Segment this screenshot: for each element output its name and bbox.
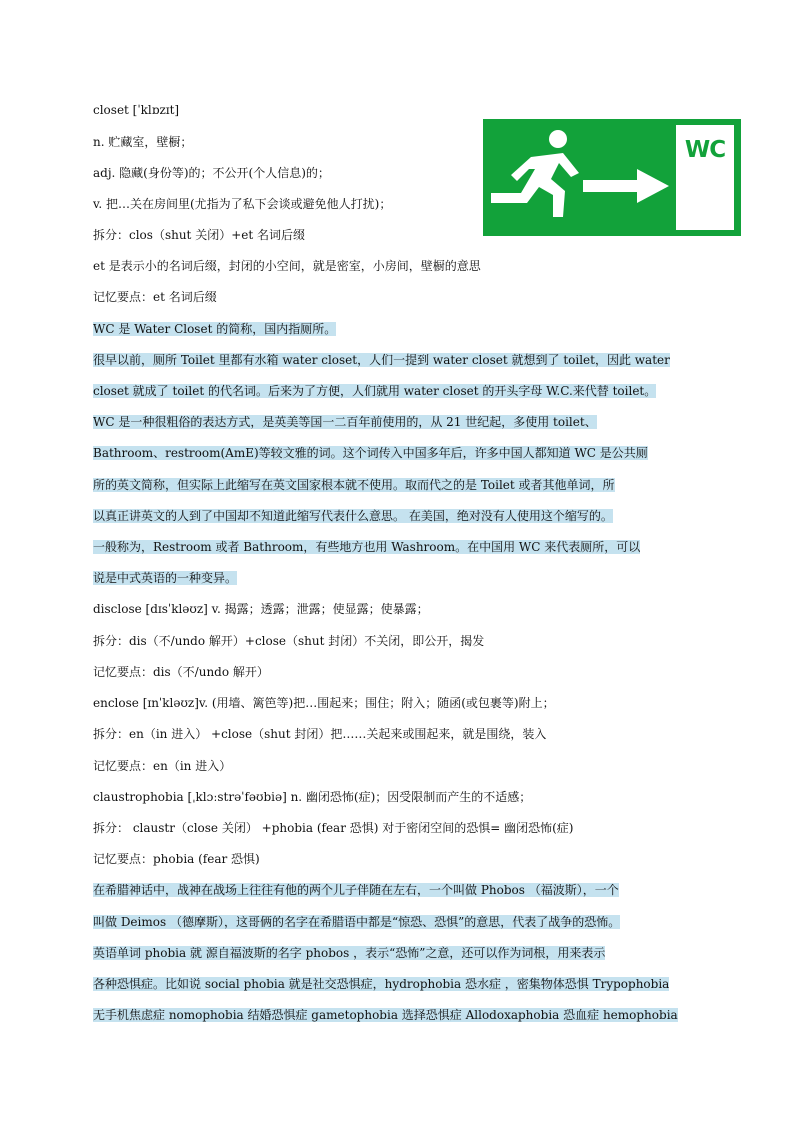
line-text: v. 把…关在房间里(尤指为了私下会谈或避免他人打扰)； bbox=[93, 197, 392, 211]
text-line-highlighted bbox=[93, 1006, 678, 1024]
wc-sign bbox=[483, 119, 741, 236]
line-text: 英语单词 phobia 就 源自福波斯的名字 phobos ，表示“恐怖”之意，还可以作为词根，用来表示 bbox=[93, 946, 606, 960]
text-line bbox=[93, 694, 555, 712]
line-text: 拆分：en（in 进入） +close（shut 封闭）把……关起来或围起来，就是围绕，装入 bbox=[93, 727, 547, 741]
text-line-highlighted bbox=[93, 538, 640, 556]
line-text: 很早以前，厕所 Toilet 里都有水箱 water closet，人们一提到 water closet 就想到了 toilet，因此 water bbox=[93, 353, 670, 367]
line-text: enclose [ɪnˈkləʊz]v. (用墙、篱笆等)把…围起来；围住；附入；随函(或包裹等)附上； bbox=[93, 696, 555, 710]
line-text: 记忆要点：dis（不/undo 解开） bbox=[93, 665, 269, 679]
text-line bbox=[93, 788, 531, 806]
text-line-highlighted bbox=[93, 881, 619, 899]
line-text: 无手机焦虑症 nomophobia 结婚恐惧症 gametophobia 选择恐惧症 Allodoxaphobia 恐血症 hemophobia bbox=[93, 1008, 678, 1022]
line-text: 所的英文简称，但实际上此缩写在英文国家根本就不使用。取而代之的是 Toilet 或者其他单词，所 bbox=[93, 478, 615, 492]
line-text: 拆分：clos（shut 关闭）+et 名词后缀 bbox=[93, 228, 305, 242]
text-line-highlighted bbox=[93, 913, 620, 931]
line-text: 拆分： claustr（close 关闭） +phobia (fear 恐惧) 对于密闭空间的恐惧= 幽闭恐怖(症) bbox=[93, 821, 574, 835]
line-text: 记忆要点：phobia (fear 恐惧) bbox=[93, 852, 260, 866]
text-line bbox=[93, 850, 260, 868]
text-line-highlighted bbox=[93, 413, 597, 431]
text-line bbox=[93, 257, 481, 275]
text-line-highlighted bbox=[93, 444, 648, 462]
line-text: 叫做 Deimos （德摩斯），这哥俩的名字在希腊语中都是“惊恐、恐惧”的意思，代表了战争的恐怖。 bbox=[93, 915, 621, 929]
text-line bbox=[93, 600, 429, 618]
wc-sign-text: WC bbox=[684, 137, 726, 163]
text-line bbox=[93, 226, 305, 244]
text-line-highlighted bbox=[93, 975, 669, 993]
line-text: claustrophobia [ˌklɔːstrəˈfəʊbiə] n. 幽闭恐怖(症)；因受限制而产生的不适感； bbox=[93, 790, 532, 804]
text-line bbox=[93, 663, 269, 681]
text-line bbox=[93, 164, 330, 182]
text-line bbox=[93, 725, 546, 743]
line-text: closet 就成了 toilet 的代名词。后来为了方便，人们就用 water closet 的开头字母 W.C.来代替 toilet。 bbox=[93, 384, 657, 398]
line-text: adj. 隐藏(身份等)的；不公开(个人信息)的； bbox=[93, 166, 330, 180]
text-line bbox=[93, 757, 231, 775]
line-text: WC 是 Water Closet 的简称，国内指厕所。 bbox=[93, 322, 337, 336]
line-text: 说是中式英语的一种变异。 bbox=[93, 571, 238, 585]
line-text: 记忆要点：et 名词后缀 bbox=[93, 290, 217, 304]
line-text: WC 是一种很粗俗的表达方式，是英美等国一二百年前使用的，从 21 世纪起，多使用 toilet、 bbox=[93, 415, 597, 429]
line-text: 拆分：dis（不/undo 解开）+close（shut 封闭）不关闭，即公开，揭发 bbox=[93, 634, 485, 648]
line-text: 以真正讲英文的人到了中国却不知道此缩写代表什么意思。 在美国，绝对没有人使用这个缩写的。 bbox=[93, 509, 613, 523]
line-text: 在希腊神话中，战神在战场上往往有他的两个儿子伴随在左右，一个叫做 Phobos （福波斯），一个 bbox=[93, 883, 619, 897]
text-line-highlighted bbox=[93, 320, 336, 338]
arrow-right-icon bbox=[583, 167, 673, 207]
line-text: disclose [dɪsˈkləʊz] v. 揭露；透露；泄露；使显露；使暴露； bbox=[93, 602, 429, 616]
line-text: n. 贮藏室，壁橱； bbox=[93, 135, 193, 149]
text-line-highlighted bbox=[93, 569, 237, 587]
line-text: Bathroom、restroom(AmE)等较文雅的词。这个词传入中国多年后，许多中国人都知道 WC 是公共厕 bbox=[93, 446, 648, 460]
text-line-highlighted bbox=[93, 476, 615, 494]
text-line bbox=[93, 101, 179, 119]
text-line-highlighted bbox=[93, 944, 605, 962]
text-line bbox=[93, 133, 192, 151]
text-line bbox=[93, 819, 573, 837]
line-text: 记忆要点：en（in 进入） bbox=[93, 759, 232, 773]
text-line bbox=[93, 288, 217, 306]
text-line bbox=[93, 632, 484, 650]
text-line-highlighted bbox=[93, 507, 613, 525]
line-text: closet [ˈklɒzɪt] bbox=[93, 103, 180, 117]
text-line bbox=[93, 195, 391, 213]
line-text: et 是表示小的名词后缀，封闭的小空间，就是密室，小房间，壁橱的意思 bbox=[93, 259, 481, 273]
line-text: 各种恐惧症。比如说 social phobia 就是社交恐惧症，hydrophobia 恐水症 ，密集物体恐惧 Trypophobia bbox=[93, 977, 670, 991]
wc-sign-panel bbox=[676, 125, 734, 230]
line-text: 一般称为，Restroom 或者 Bathroom，有些地方也用 Washroom。在中国用 WC 来代表厕所，可以 bbox=[93, 540, 641, 554]
text-line-highlighted bbox=[93, 351, 670, 369]
text-line-highlighted bbox=[93, 382, 656, 400]
